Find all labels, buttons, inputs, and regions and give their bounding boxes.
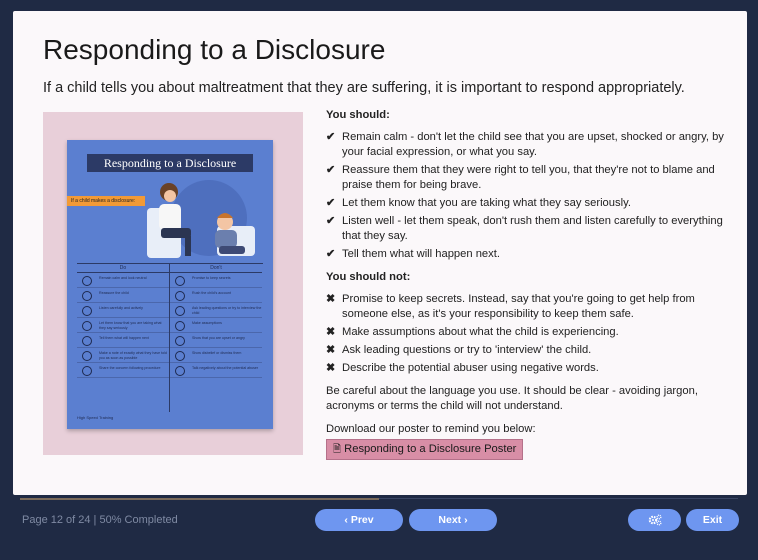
list-item-text: Describe the potential abuser using negative words. — [342, 362, 599, 374]
poster-dont-item: Talk negatively about the potential abuser — [170, 363, 262, 378]
poster-image-frame — [43, 112, 303, 455]
prev-button[interactable]: ‹ Prev — [315, 509, 403, 531]
poster-banner: If a child makes a disclosure: — [67, 196, 145, 206]
list-item — [326, 325, 726, 340]
progress-bar — [20, 498, 379, 500]
download-text: Download our poster to remind you below: — [326, 423, 536, 435]
cross-icon: ✖ — [326, 362, 336, 374]
list-item-text: Make assumptions about what the child is experiencing. — [342, 326, 619, 338]
gear-icon — [648, 514, 662, 526]
settings-button[interactable] — [628, 509, 681, 531]
poster-table — [77, 263, 263, 412]
poster-do-item: Make a note of exactly what they have told you as soon as possible — [77, 348, 169, 363]
poster-dont-item: Rush the child's account — [170, 288, 262, 303]
list-item — [326, 343, 726, 358]
check-icon: ✔ — [326, 248, 336, 260]
poster-do-item: Remain calm and look neutral — [77, 273, 169, 288]
list-item — [326, 247, 726, 262]
download-poster-label: Responding to a Disclosure Poster — [344, 443, 517, 455]
poster-illustration — [137, 178, 267, 260]
page-title: Responding to a Disclosure — [43, 34, 386, 65]
poster-image — [67, 140, 273, 429]
pdf-icon: 🗎 — [333, 444, 342, 455]
page-info: Page 12 of 24 | 50% Completed — [22, 514, 178, 526]
cross-icon: ✖ — [326, 293, 336, 305]
list-item — [326, 130, 726, 160]
poster-title: Responding to a Disclosure — [87, 154, 253, 172]
poster-do-header: Do — [77, 264, 169, 273]
poster-do-item: Share the concern following procedure — [77, 363, 169, 378]
exit-button[interactable]: Exit — [686, 509, 739, 531]
list-item-text: Let them know that you are taking what they say seriously. — [342, 197, 631, 209]
poster-dont-header: Don't — [170, 264, 262, 273]
check-icon: ✔ — [326, 131, 336, 143]
next-button[interactable]: Next › — [409, 509, 497, 531]
poster-do-item: Let them know that you are taking what they say seriously — [77, 318, 169, 333]
lesson-card — [13, 11, 747, 495]
should-not-list — [326, 292, 726, 376]
poster-do-item: Listen carefully and actively — [77, 303, 169, 318]
poster-dont-item: Make assumptions — [170, 318, 262, 333]
poster-do-item: Tell them what will happen next — [77, 333, 169, 348]
list-item-text: Tell them what will happen next. — [342, 248, 500, 260]
list-item-text: Reassure them that they were right to tell you, that they're not to blame and praise them for being brave. — [342, 164, 715, 191]
intro-text: If a child tells you about maltreatment that they are suffering, it is important to respond appropriately. — [43, 80, 685, 96]
poster-dont-item: Show that you are upset or angry — [170, 333, 262, 348]
list-item-text: Promise to keep secrets. Instead, say that you're going to get help from someone else, as it's your responsibility to keep them safe. — [342, 293, 695, 320]
poster-dont-column — [170, 264, 262, 412]
list-item-text: Ask leading questions or try to 'interview' the child. — [342, 344, 592, 356]
should-heading: You should: — [326, 109, 390, 121]
poster-dont-item: Promise to keep secrets — [170, 273, 262, 288]
list-item — [326, 163, 726, 193]
should-list — [326, 130, 726, 262]
list-item — [326, 196, 726, 211]
poster-do-column — [77, 264, 170, 412]
list-item-text: Remain calm - don't let the child see that you are upset, shocked or angry, by your facial expression, or what you say. — [342, 131, 724, 158]
careful-text: Be careful about the language you use. It should be clear - avoiding jargon, acronyms or terms the child will not understand. — [326, 385, 698, 412]
check-icon: ✔ — [326, 215, 336, 227]
check-icon: ✔ — [326, 164, 336, 176]
list-item — [326, 292, 726, 322]
poster-footer: High Speed Training — [77, 415, 114, 420]
download-poster-button[interactable] — [326, 439, 523, 460]
check-icon: ✔ — [326, 197, 336, 209]
list-item — [326, 214, 726, 244]
poster-dont-item: Show disbelief or dismiss them — [170, 348, 262, 363]
content-column — [326, 108, 726, 460]
list-item — [326, 361, 726, 376]
should-not-heading: You should not: — [326, 271, 411, 283]
list-item-text: Listen well - let them speak, don't rush them and listen carefully to everything that they say. — [342, 215, 723, 242]
poster-do-item: Reassure the child — [77, 288, 169, 303]
cross-icon: ✖ — [326, 326, 336, 338]
poster-dont-item: Ask leading questions or try to interview the child — [170, 303, 262, 318]
cross-icon: ✖ — [326, 344, 336, 356]
